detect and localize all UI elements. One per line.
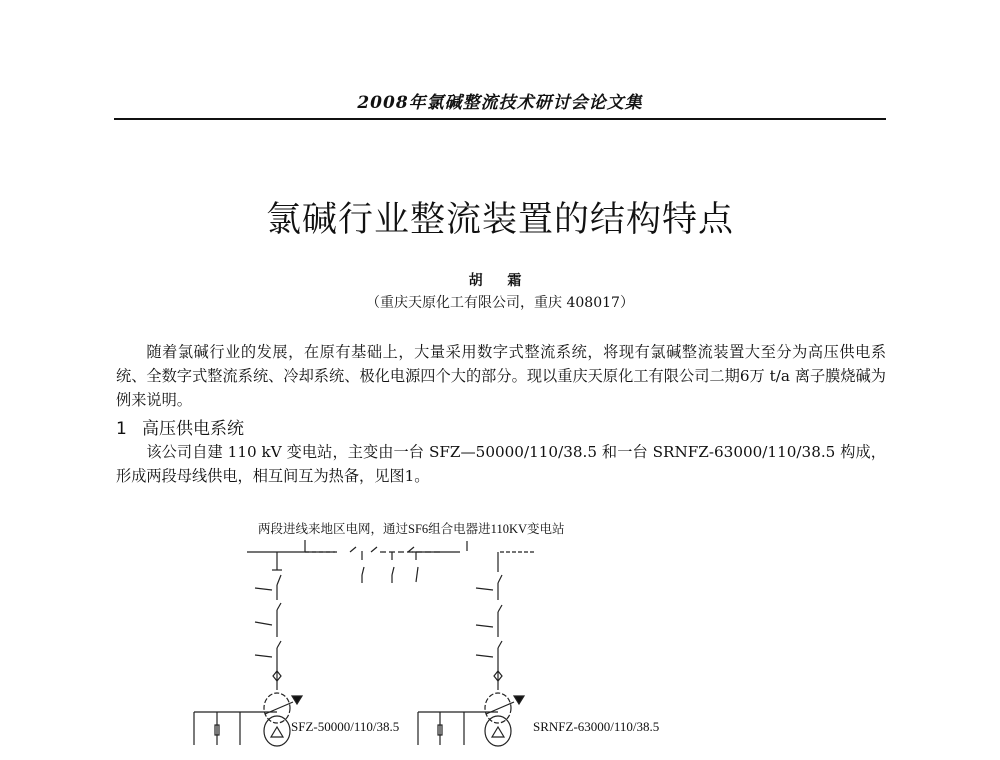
author: 胡 霜 bbox=[468, 273, 532, 289]
section-title: 高压供电系统 bbox=[142, 419, 244, 439]
intro-text: 随着氯碱行业的发展，在原有基础上，大量采用数字式整流系统，将现有氯碱整流装置大至分为高压供电系统、全数字式整流系统、冷却系统、极化电源四个大的部分。现以重庆天原化工有限公司二期6万 t/a 离子膜烧碱为例来说明。 bbox=[116, 343, 886, 409]
section-text: 该公司自建 110 kV 变电站，主变由一台 SFZ—50000/110/38.5 和一台 SRNFZ-63000/110/38.5 构成，形成两段母线供电，相互间互为热备，见图1。 bbox=[116, 443, 886, 485]
transformer-right-label: SRNFZ-63000/110/38.5 bbox=[533, 719, 660, 734]
affiliation: （重庆天原化工有限公司，重庆 408017） bbox=[366, 295, 634, 311]
bus-lines bbox=[247, 540, 535, 583]
transformer-left-label: SFZ-50000/110/38.5 bbox=[291, 719, 400, 734]
left-feeder bbox=[194, 552, 302, 746]
right-feeder bbox=[418, 552, 524, 746]
section-number: 1 bbox=[116, 419, 127, 439]
running-header: 2008年氯碱整流技术研讨会论文集 bbox=[357, 93, 643, 113]
diagram-caption: 两段进线来地区电网，通过SF6组合电器进110KV变电站 bbox=[258, 522, 565, 536]
article-title: 氯碱行业整流装置的结构特点 bbox=[265, 200, 734, 240]
